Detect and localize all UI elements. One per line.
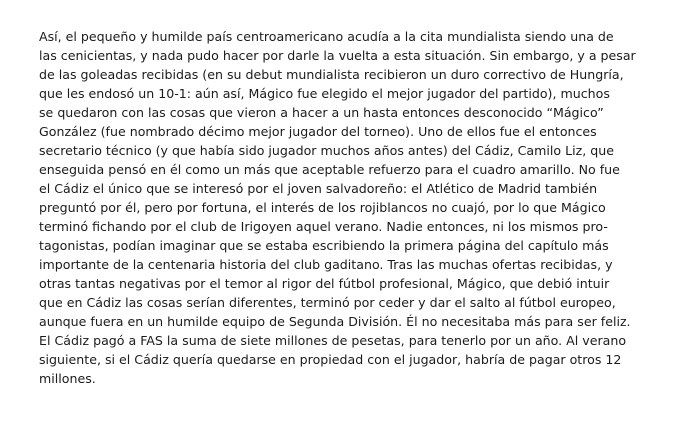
text-line: siguiente, si el Cádiz quería quedarse en propiedad con el jugador, habría de pagar otros 12 <box>39 352 622 367</box>
text-line: otras tantas negativas por el temor al rigor del fútbol profesional, Mágico, que debió intuir <box>39 276 610 291</box>
text-line: que les endosó un 10-1: aún así, Mágico fue elegido el mejor jugador del partido), muchos <box>39 86 610 101</box>
text-line: de las goleadas recibidas (en su debut mundialista recibieron un duro correctivo de Hungría, <box>39 67 624 82</box>
text-line: el Cádiz el único que se interesó por el joven salvadoreño: el Atlético de Madrid también <box>39 181 598 196</box>
text-line: Así, el pequeño y humilde país centroamericano acudía a la cita mundialista siendo una de <box>39 29 614 44</box>
body-paragraph <box>39 27 679 388</box>
text-line: que en Cádiz las cosas serían diferentes, terminó por ceder y dar el salto al fútbol europeo, <box>39 295 616 310</box>
text-line: enseguida pensó en él como un más que aceptable refuerzo para el cuadro amarillo. No fue <box>39 162 620 177</box>
text-line: secretario técnico (y que había sido jugador muchos años antes) del Cádiz, Camilo Liz, que <box>39 143 614 158</box>
text-line: se quedaron con las cosas que vieron a hacer a un hasta entonces desconocido “Mágico” <box>39 105 604 120</box>
text-line: las cenicientas, y nada pudo hacer por darle la vuelta a esta situación. Sin embargo, y a pesar <box>39 48 636 63</box>
text-line: González (fue nombrado décimo mejor jugador del torneo). Uno de ellos fue el entonces <box>39 124 597 139</box>
text-line: tagonistas, podían imaginar que se estaba escribiendo la primera página del capítulo más <box>39 238 609 253</box>
text-line: importante de la centenaria historia del club gaditano. Tras las muchas ofertas recibidas, y <box>39 257 613 272</box>
text-line: aunque fuera en un humilde equipo de Segunda División. Él no necesitaba más para ser feliz. <box>39 314 631 329</box>
text-line: El Cádiz pagó a FAS la suma de siete millones de pesetas, para tenerlo por un año. Al verano <box>39 333 627 348</box>
text-line: terminó fichando por el club de Irigoyen aquel verano. Nadie entonces, ni los mismos pro- <box>39 219 608 234</box>
text-line: millones. <box>39 371 96 386</box>
text-line: preguntó por él, pero por fortuna, el interés de los rojiblancos no cuajó, por lo que Mágico <box>39 200 606 215</box>
